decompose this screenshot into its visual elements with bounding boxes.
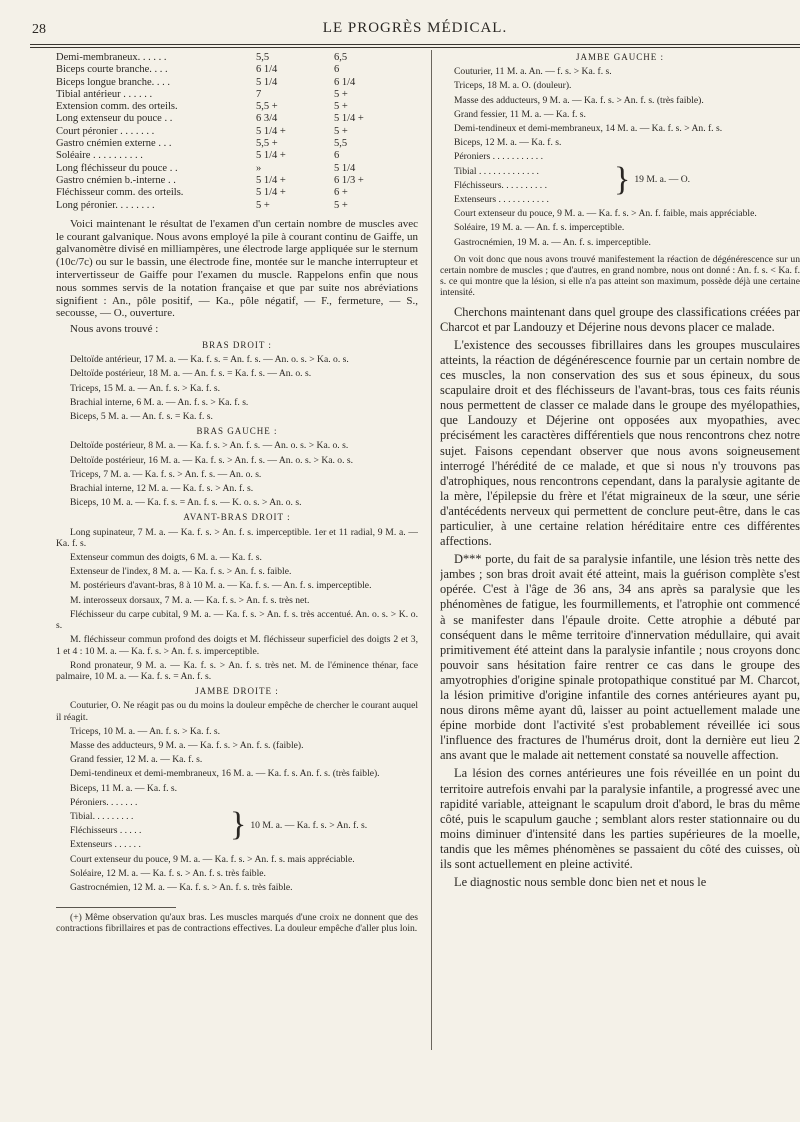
table-row bbox=[56, 187, 418, 199]
running-title: LE PROGRÈS MÉDICAL. bbox=[322, 20, 508, 36]
entry-line: Brachial interne, 12 M. a. — Ka. f. s. > An. f. s. bbox=[70, 483, 254, 495]
entry-line: Deltoïde antérieur, 17 M. a. — Ka. f. s. = An. f. s. — An. o. s. > Ka. o. s. bbox=[70, 354, 349, 366]
measurement-value: 6 bbox=[334, 150, 340, 162]
section-title-bras-droit: BRAS DROIT : bbox=[202, 340, 272, 351]
measurement-value: 5 1/4 + bbox=[256, 150, 286, 162]
entry-line: Soléaire, 19 M. a. — An. f. s. imperceptible. bbox=[454, 222, 625, 234]
measurement-value: 5 1/4 bbox=[334, 162, 356, 174]
entry-line: Deltoïde postérieur, 18 M. a. — An. f. s. = Ka. f. s. — An. o. s. bbox=[70, 368, 312, 380]
table-row bbox=[56, 101, 418, 113]
footnote: (+) Même observation qu'aux bras. Les muscles marqués d'une croix ne donnent que des contractions fibrillaires et pas de contractions effectives. La douleur empêche d'aller plus loin. bbox=[56, 912, 418, 935]
entry-line: Tibial. . . . . . . . . bbox=[70, 810, 134, 822]
entry-line: Péroniers . . . . . . . . . . . bbox=[454, 151, 543, 163]
header-rule bbox=[30, 44, 800, 45]
muscle-name: Long extenseur du pouce . . bbox=[56, 113, 173, 125]
section-bras-droit bbox=[56, 354, 418, 422]
entry-line: Biceps, 11 M. a. — Ka. f. s. bbox=[70, 782, 178, 794]
measurement-value: 5 1/4 + bbox=[256, 125, 286, 137]
entry-line: Tibial . . . . . . . . . . . . . bbox=[454, 165, 539, 177]
braced-list-items bbox=[440, 151, 610, 208]
section-title-jambe-gauche: JAMBE GAUCHE : bbox=[575, 52, 664, 62]
entry-line: Court extenseur du pouce, 9 M. a. — Ka. f. s. > An. f. s. mais appréciable. bbox=[70, 853, 355, 865]
entry-line: Demi-tendineux et demi-membraneux, 14 M. a. — Ka. f. s. > An. f. s. bbox=[454, 123, 723, 135]
measurement-value: 6 1/4 bbox=[256, 64, 278, 76]
found-line: Nous avons trouvé : bbox=[70, 323, 159, 336]
section-avant-bras-droit bbox=[56, 527, 418, 682]
intro-block bbox=[56, 218, 418, 336]
section-jambe-gauche bbox=[440, 66, 800, 148]
measurement-value: » bbox=[256, 162, 262, 174]
entry-line: Court extenseur du pouce, 9 M. a. — Ka. f. s. > An. f. faible, mais appréciable. bbox=[454, 208, 757, 220]
table-row bbox=[56, 200, 418, 212]
paragraph-myelopathies: L'existence des secousses fibrillaires dans les groupes musculaires atteints, la réaction de dégénérescence fournie par un certain nombre de ces muscles, la non conservation des sus et sous épineux, du sous scapulaire droit et des fléchisseurs de l'avant-bras, tous ces faits réunis nous permettent de classer ce malade dans le groupe des myélopathies, que Landouzy et Déjerine ont opposées aux myopathies, avec précisément les caractères différentiels que nous rencontrons chez notre sujet. Faisons cependant observer que nous avons soigneusement interrogé l'hérédité de ce malade, et que si nous n'y trouvons pas d'atrophiques, nous rencontrons cependant, dans la paralysie agitante de la mère, l'épilepsie du frère et l'état migraineux de la sœur, une série d'antécédents nerveux qui permettent de conclure peut-être, dans le cas particulier, à une certaine relation héréditaire entre ces différentes affections. bbox=[440, 337, 800, 549]
braced-list-value: 19 M. a. — O. bbox=[634, 174, 691, 186]
entry-line: M. postérieurs d'avant-bras, 8 à 10 M. a. — Ka. f. s. — An. f. s. imperceptible. bbox=[70, 580, 372, 592]
measurement-value: 5,5 bbox=[334, 138, 348, 150]
results-block bbox=[56, 340, 418, 935]
muscle-name: Long péronier. . . . . . . . bbox=[56, 199, 155, 211]
entry-line: Gastrocnémien, 19 M. a. — An. f. s. imperceptible. bbox=[454, 236, 651, 248]
table-row bbox=[56, 64, 418, 76]
intro-paragraph: Voici maintenant le résultat de l'examen d'un certain nombre de muscles avec le courant galvanique. Nous avons employé la pile à courant continu de Gaiffe, un galvanomètre divisé en milliampères, une électrode large appliquée sur le sternum (10c/7c) ou sur le bassin, une électrode fine, montée sur le manche interrupteur et intervertisseur de Gaiffe pour l'examen du muscle. Rappelons enfin que nous nous sommes servis de la notation française et que par suite nos abréviations signifient : An., pôle positif, — Ka., pôle négatif, — F., fermeture, — S., secousse, — O., ouverture. bbox=[56, 217, 418, 320]
braced-list-items bbox=[56, 797, 226, 854]
summary-paragraph: On voit donc que nous avons trouvé manifestement la réaction de dégénérescence sur un certain nombre de muscles ; que d'autres, en grand nombre, nous ont donné : An. f. s. < Ka. f. s. ce qui montre que la lésion, si elle n'a pas atteint son maximum, possède déjà une certaine intensité. bbox=[440, 253, 800, 299]
results-block-right bbox=[440, 52, 800, 299]
measurement-value: 7 bbox=[256, 88, 262, 100]
measurement-value: 6,5 bbox=[334, 52, 348, 63]
brace-glyph: } bbox=[614, 160, 631, 198]
entry-line: Masse des adducteurs, 9 M. a. — Ka. f. s. > An. f. s. (faible). bbox=[70, 739, 304, 751]
entry-line: Couturier, 11 M. a. An. — f. s. > Ka. f. s. bbox=[454, 66, 612, 78]
discussion-block bbox=[440, 305, 800, 891]
entry-line: Masse des adducteurs, 9 M. a. — Ka. f. s. > An. f. s. (très faible). bbox=[454, 94, 704, 106]
measurement-value: 6 bbox=[334, 64, 340, 76]
entry-line: Fléchisseurs. . . . . . . . . . bbox=[454, 179, 548, 191]
entry-line: Biceps, 12 M. a. — Ka. f. s. bbox=[454, 137, 562, 149]
entry-line: Extenseurs . . . . . . bbox=[70, 839, 141, 851]
entry-line: Soléaire, 12 M. a. — Ka. f. s. > An. f. s. très faible. bbox=[70, 867, 266, 879]
entry-line: Extenseur commun des doigts, 6 M. a. — Ka. f. s. bbox=[70, 552, 262, 564]
braced-list-left bbox=[56, 797, 418, 854]
braced-list-right bbox=[440, 151, 800, 208]
section-jambe-gauche-after bbox=[440, 208, 800, 248]
left-column bbox=[56, 52, 418, 938]
measurement-value: 6 1/4 bbox=[334, 76, 356, 88]
measurement-value: 5,5 + bbox=[256, 101, 278, 113]
entry-line: M. interosseux dorsaux, 7 M. a. — Ka. f. s. > An. f. s. très net. bbox=[70, 594, 310, 606]
entry-line: Biceps, 5 M. a. — An. f. s. = Ka. f. s. bbox=[70, 411, 213, 423]
section-title-jambe-droite: JAMBE DROITE : bbox=[195, 686, 279, 697]
entry-line: Brachial interne, 6 M. a. — An. f. s. > Ka. f. s. bbox=[70, 396, 249, 408]
section-jambe-droite-after bbox=[56, 854, 418, 894]
measurement-value: 5 1/4 + bbox=[256, 174, 286, 186]
table-row bbox=[56, 77, 418, 89]
muscle-name: Biceps courte branche. . . . bbox=[56, 64, 168, 76]
measurement-value: 5 + bbox=[334, 125, 348, 137]
section-bras-gauche bbox=[56, 440, 418, 508]
paragraph-history: D*** porte, du fait de sa paralysie infantile, une lésion très nette des jambes ; son bras droit avait été atteint, mais la guérison complète s'est opérée. C'est à l'âge de 36 ans, 34 ans après sa paralysie que les phénomènes de fatigue, les fourmillements, et l'atrophie ont commencé à se manifester dans l'épaule droite. Cette atrophie a débuté par conséquent dans le même territoire d'innervation médullaire, qui avait primitivement été atteint dans la paralysie infantile ; nous croyons donc pouvoir sans hésitation faire rentrer ce cas dans le groupe des amyotrophies d'origine spinale protopathique constitué par M. Charcot, la lésion primitive d'origine infantile des cornes antérieures ayant pu, nous dirons même ayant dû, laisser au point actuellement malade une épine morbide dont l'activité s'est probablement réveillée ici sous l'influence des fractures de l'humérus droit, dont la dernière eut lieu 2 ans avant que le malade ait nettement constaté sa nouvelle affection. bbox=[440, 552, 800, 763]
measurement-value: 6 3/4 bbox=[256, 113, 278, 125]
section-jambe-droite bbox=[56, 700, 418, 793]
muscle-name: Gastro cnémien externe . . . bbox=[56, 138, 172, 150]
entry-line: Extenseurs . . . . . . . . . . . bbox=[454, 194, 549, 206]
measurement-value: 6 + bbox=[334, 187, 348, 199]
measurement-value: 5 + bbox=[334, 88, 348, 100]
measurement-value: 5 + bbox=[334, 101, 348, 113]
section-title-bras-gauche: BRAS GAUCHE : bbox=[196, 426, 278, 437]
entry-line: Deltoïde postérieur, 8 M. a. — Ka. f. s. > An. f. s. — An. o. s. > Ka. o. s. bbox=[70, 440, 349, 452]
muscle-name: Tibial antérieur . . . . . . bbox=[56, 88, 153, 100]
section-title-avant-bras-droit: AVANT-BRAS DROIT : bbox=[183, 512, 291, 523]
entry-line: Rond pronateur, 9 M. a. — Ka. f. s. > An. f. s. très net. M. de l'éminence thénar, face palmaire, 10 M. a. — Ka. f. s. = An. f. s. bbox=[56, 659, 418, 682]
entry-line: Grand fessier, 12 M. a. — Ka. f. s. bbox=[70, 754, 203, 766]
table-row bbox=[56, 89, 418, 101]
entry-line: Triceps, 18 M. a. O. (douleur). bbox=[454, 80, 572, 92]
measurement-value: 5,5 bbox=[256, 52, 270, 63]
table-row bbox=[56, 163, 418, 175]
muscle-name: Fléchisseur comm. des orteils. bbox=[56, 187, 184, 199]
page-header bbox=[30, 18, 800, 46]
brace-glyph: } bbox=[230, 806, 247, 844]
table-row bbox=[56, 175, 418, 187]
muscle-name: Court péronier . . . . . . . bbox=[56, 125, 155, 137]
muscle-name: Demi-membraneux. . . . . . bbox=[56, 52, 167, 63]
entry-line: Couturier, O. Ne réagit pas ou du moins la douleur empêche de chercher le courant auquel il réagit. bbox=[56, 700, 418, 723]
entry-line: Triceps, 10 M. a. — An. f. s. > Ka. f. s. bbox=[70, 725, 221, 737]
measurement-value: 5 1/4 bbox=[256, 76, 278, 88]
entry-line: Triceps, 7 M. a. — Ka. f. s. > An. f. s. — An. o. s. bbox=[70, 468, 262, 480]
muscle-name: Extension comm. des orteils. bbox=[56, 101, 178, 113]
muscle-name: Soléaire . . . . . . . . . . bbox=[56, 150, 143, 162]
table-row bbox=[56, 52, 418, 64]
entry-line: Biceps, 10 M. a. — Ka. f. s. = An. f. s. — K. o. s. > An. o. s. bbox=[70, 497, 302, 509]
muscle-name: Long fléchisseur du pouce . . bbox=[56, 162, 178, 174]
measurement-value: 5,5 + bbox=[256, 138, 278, 150]
paragraph-diagnosis: Le diagnostic nous semble donc bien net et nous le bbox=[454, 875, 707, 890]
muscle-name: Biceps longue branche. . . . bbox=[56, 76, 171, 88]
entry-line: Extenseur de l'index, 8 M. a. — Ka. f. s. > An. f. s. faible. bbox=[70, 566, 292, 578]
footnote-rule bbox=[56, 907, 176, 908]
table-row bbox=[56, 126, 418, 138]
entry-line: Grand fessier, 11 M. a. — Ka. f. s. bbox=[454, 108, 586, 120]
entry-line: Deltoïde postérieur, 16 M. a. — Ka. f. s. > An. f. s. — An. o. s. > Ka. o. s. bbox=[70, 454, 354, 466]
column-divider bbox=[431, 50, 432, 1050]
measurement-value: 5 + bbox=[334, 199, 348, 211]
table-row bbox=[56, 150, 418, 162]
braced-list-value: 10 M. a. — Ka. f. s. > An. f. s. bbox=[250, 819, 368, 831]
muscle-measurement-table bbox=[56, 52, 418, 212]
table-row bbox=[56, 138, 418, 150]
paragraph-classification: Cherchons maintenant dans quel groupe des classifications créées par Charcot et par Landouzy et Déjerine nous devons placer ce malade. bbox=[440, 304, 800, 334]
header-rule-double bbox=[30, 47, 800, 48]
entry-line: Long supinateur, 7 M. a. — Ka. f. s. > An. f. s. imperceptible. 1er et 11 radial, 9 M. a. — Ka. f. s. bbox=[56, 526, 418, 549]
entry-line: Péroniers. . . . . . . bbox=[70, 796, 138, 808]
table-row bbox=[56, 113, 418, 125]
measurement-value: 5 1/4 + bbox=[256, 187, 286, 199]
entry-line: Triceps, 15 M. a. — An. f. s. > Ka. f. s. bbox=[70, 382, 221, 394]
entry-line: Fléchisseur du carpe cubital, 9 M. a. — Ka. f. s. > An. f. s. très accentué. An. o. s. > K. o. s. bbox=[56, 608, 418, 632]
entry-line: M. fléchisseur commun profond des doigts et M. fléchisseur superficiel des doigts 2 et 3, 1 et 4 : 10 M. a. — Ka. f. s. > An. f. s. imperceptible. bbox=[56, 634, 418, 657]
page-number: 28 bbox=[32, 22, 46, 37]
entry-line: Gastrocnémien, 12 M. a. — Ka. f. s. > An. f. s. très faible. bbox=[70, 881, 293, 893]
measurement-value: 6 1/3 + bbox=[334, 174, 364, 186]
measurement-value: 5 1/4 + bbox=[334, 113, 364, 125]
entry-line: Demi-tendineux et demi-membraneux, 16 M. a. — Ka. f. s. An. f. s. (très faible). bbox=[70, 768, 380, 780]
entry-line: Fléchisseurs . . . . . bbox=[70, 825, 142, 837]
measurement-value: 5 + bbox=[256, 199, 270, 211]
right-column bbox=[440, 52, 800, 893]
muscle-name: Gastro cnémien b.-interne . . bbox=[56, 174, 176, 186]
paragraph-progression: La lésion des cornes antérieures une fois réveillée en un point du territoire autrefois envahi par la paralysie infantile, a progressé avec une rapidité variable, atteignant le scapulum droit d'abord, le bras du même côté, puis le scapulum gauche ; semblant alors rester stationnaire ou du moins diminuer d'intensité dans les parties supérieures de la moelle, tandis que les mêmes phénomènes se passaient du côté des cuisses, où ils sont actuellement en pleine activité. bbox=[440, 766, 800, 872]
